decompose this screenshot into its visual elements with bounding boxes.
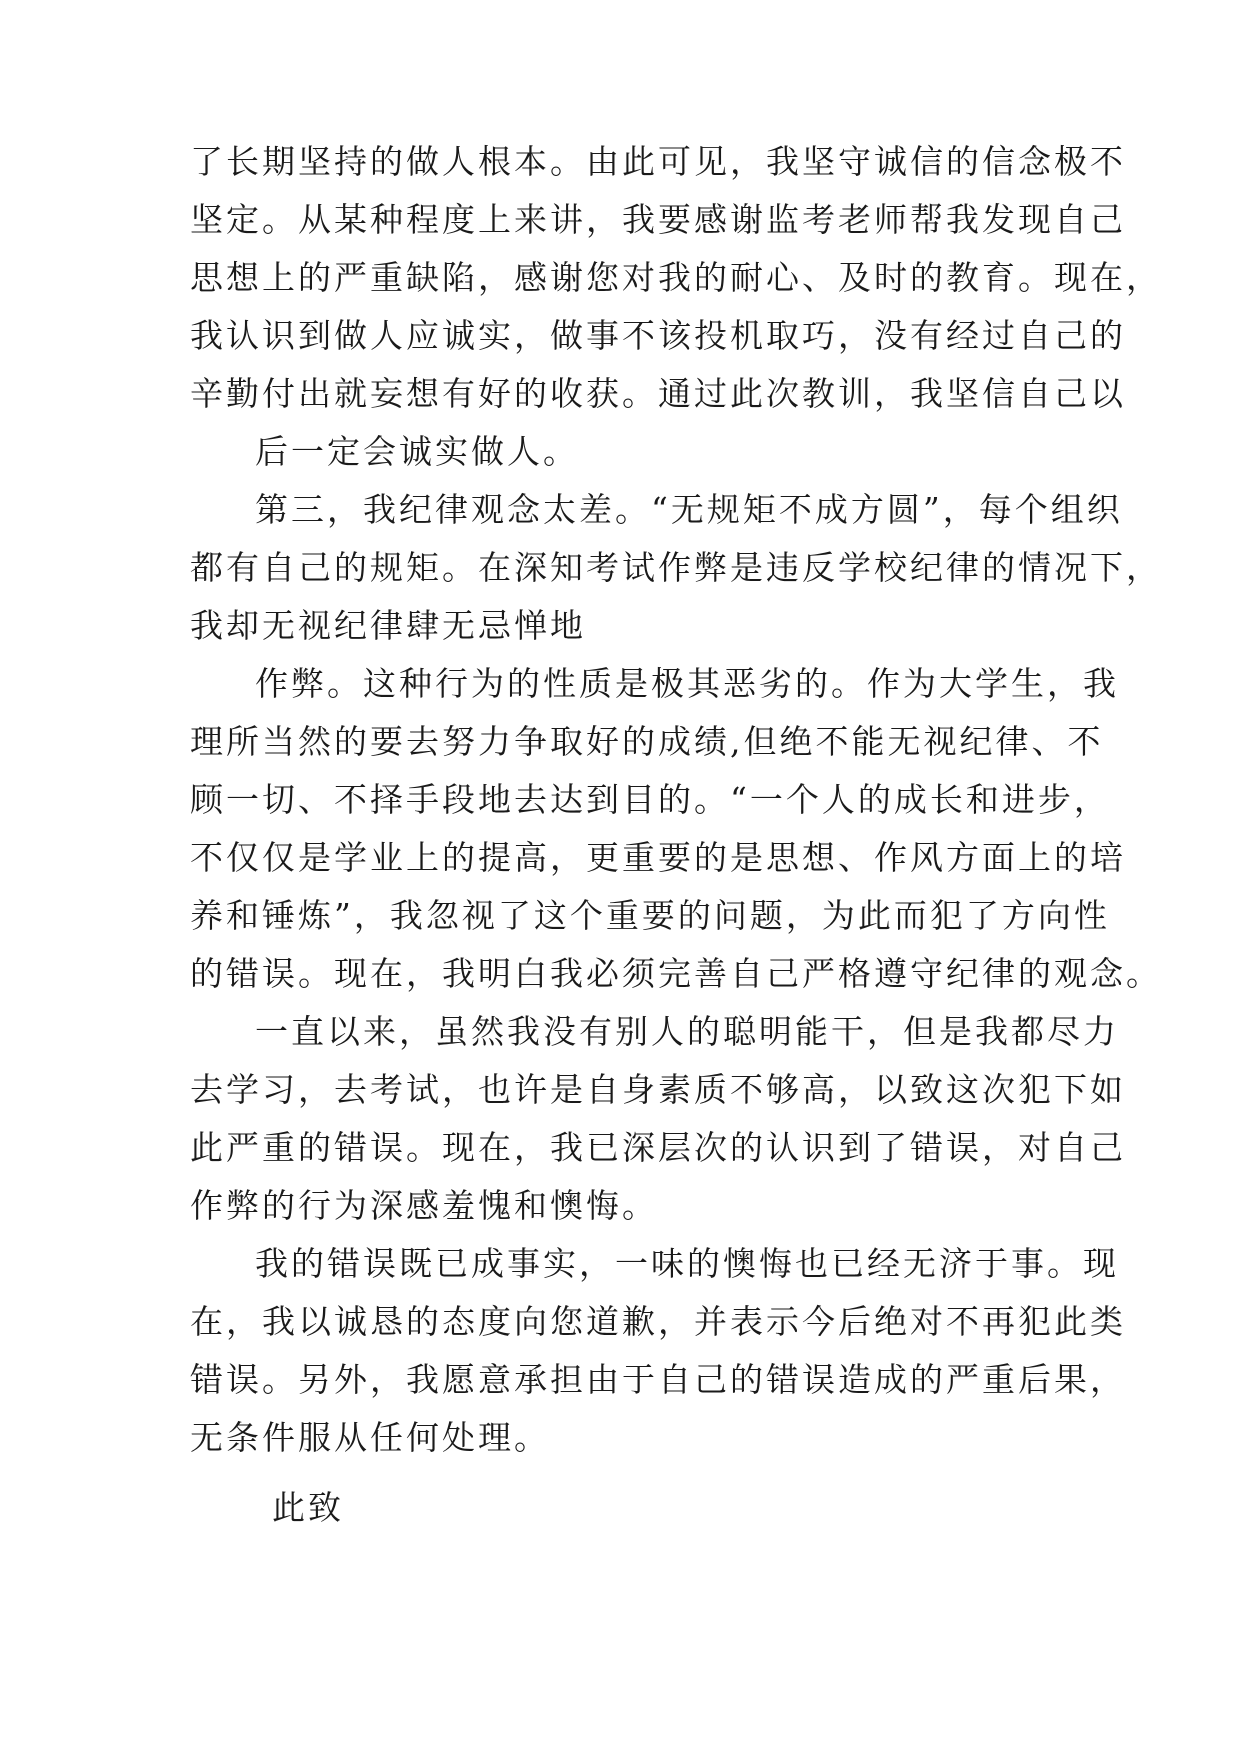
text-line: 都有自己的规矩。在深知考试作弊是违反学校纪律的情况下， bbox=[190, 548, 1162, 587]
text-line: 去学习，去考试，也许是自身素质不够高，以致这次犯下如 bbox=[190, 1070, 1126, 1109]
text-line: 了长期坚持的做人根本。由此可见，我坚守诚信的信念极不 bbox=[190, 142, 1126, 181]
text-line: 后一定会诚实做人。 bbox=[255, 432, 579, 471]
text-line: 我的错误既已成事实，一味的懊悔也已经无济于事。现 bbox=[255, 1244, 1119, 1283]
text-line: 一直以来，虽然我没有别人的聪明能干，但是我都尽力 bbox=[255, 1012, 1119, 1051]
text-line: 顾一切、不择手段地去达到目的。“一个人的成长和进步， bbox=[190, 780, 1110, 819]
text-line: 第三，我纪律观念太差。“无规矩不成方圆”，每个组织 bbox=[255, 490, 1123, 529]
text-line: 无条件服从任何处理。 bbox=[190, 1418, 550, 1457]
text-line: 坚定。从某种程度上来讲，我要感谢监考老师帮我发现自己 bbox=[190, 200, 1126, 239]
text-line: 我认识到做人应诚实，做事不该投机取巧，没有经过自己的 bbox=[190, 316, 1126, 355]
text-line: 错误。另外，我愿意承担由于自己的错误造成的严重后果， bbox=[190, 1360, 1126, 1399]
text-line: 理所当然的要去努力争取好的成绩,但绝不能无视纪律、不 bbox=[190, 722, 1104, 761]
text-line: 我却无视纪律肆无忌惮地 bbox=[190, 606, 586, 645]
text-line: 不仅仅是学业上的提高，更重要的是思想、作风方面上的培 bbox=[190, 838, 1126, 877]
text-line: 此严重的错误。现在，我已深层次的认识到了错误，对自己 bbox=[190, 1128, 1126, 1167]
closing-salutation: 此致 bbox=[272, 1488, 344, 1527]
text-line: 的错误。现在，我明白我必须完善自己严格遵守纪律的观念。 bbox=[190, 954, 1162, 993]
text-line: 作弊。这种行为的性质是极其恶劣的。作为大学生，我 bbox=[255, 664, 1119, 703]
text-line: 思想上的严重缺陷，感谢您对我的耐心、及时的教育。现在， bbox=[190, 258, 1162, 297]
text-line: 作弊的行为深感羞愧和懊悔。 bbox=[190, 1186, 658, 1225]
text-line: 养和锤炼”，我忽视了这个重要的问题，为此而犯了方向性 bbox=[190, 896, 1110, 935]
text-line: 在，我以诚恳的态度向您道歉，并表示今后绝对不再犯此类 bbox=[190, 1302, 1126, 1341]
text-line: 辛勤付出就妄想有好的收获。通过此次教训，我坚信自己以 bbox=[190, 374, 1126, 413]
